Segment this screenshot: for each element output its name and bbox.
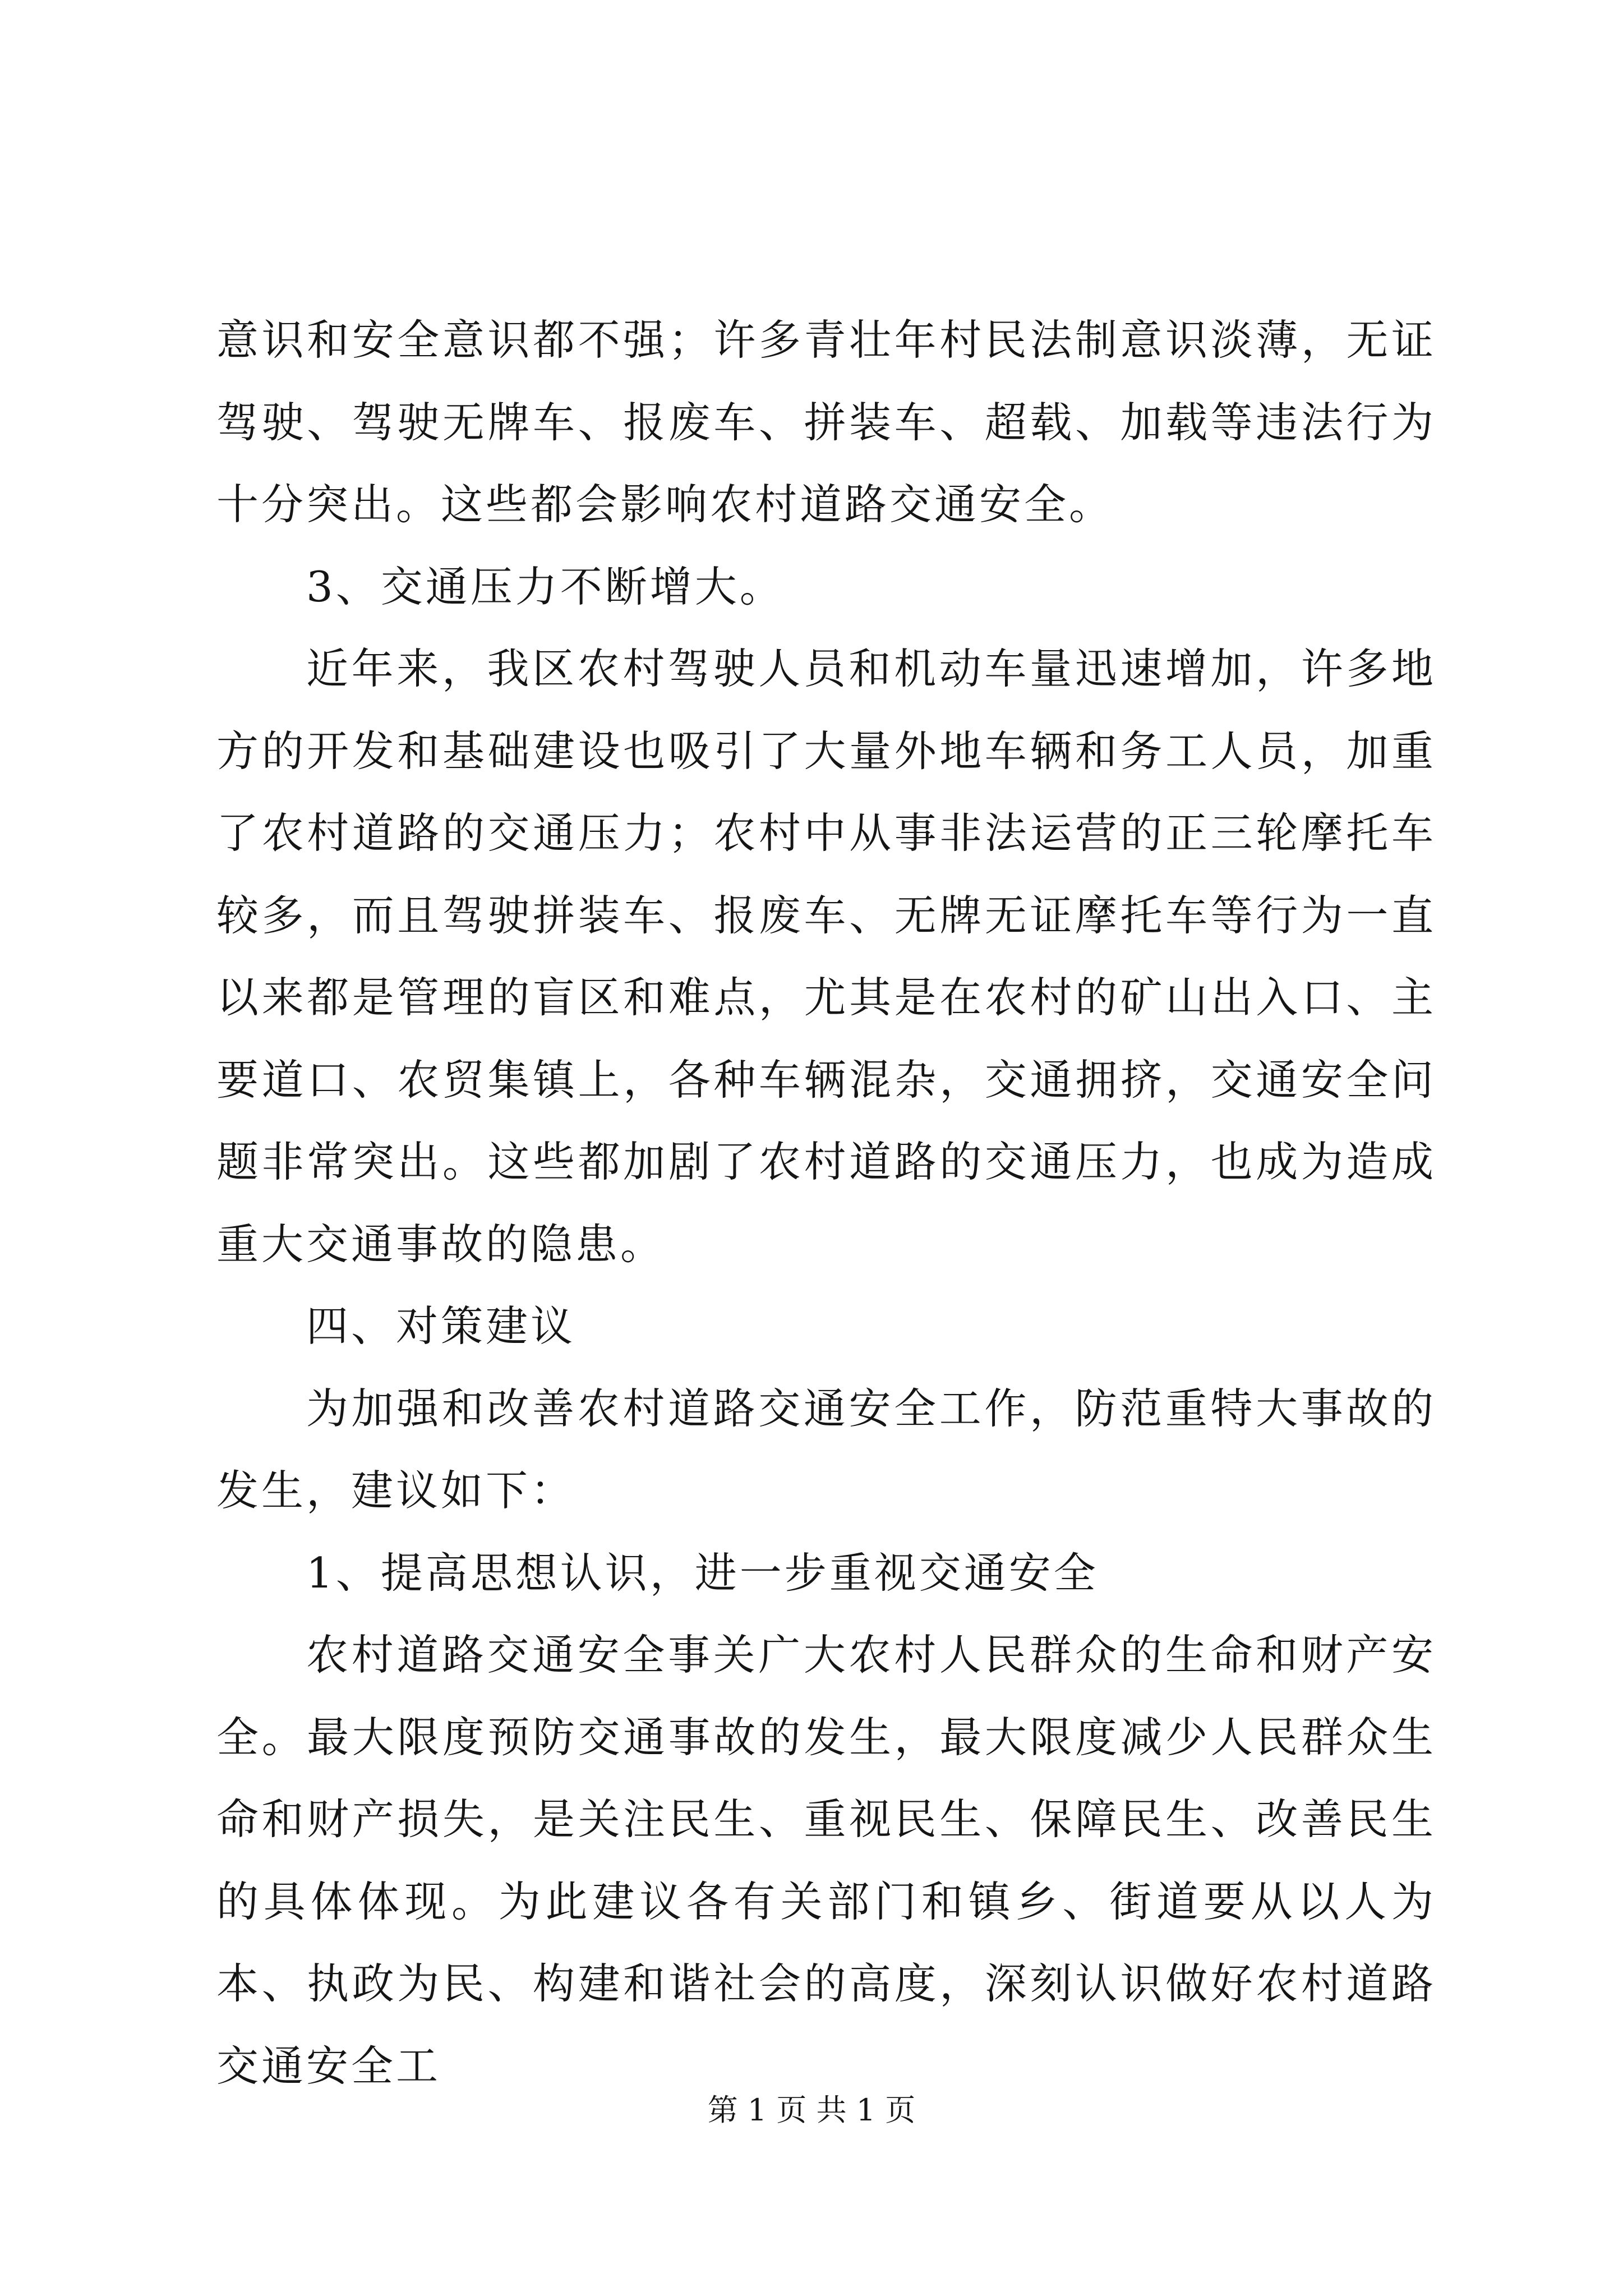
list-item-1-raise-awareness: 1、提高思想认识，进一步重视交通安全: [306, 1548, 1099, 1598]
page-footer: 第 1 页 共 1 页: [707, 2092, 916, 2128]
section-heading-suggestions: 四、对策建议: [306, 1301, 576, 1351]
paragraph-traffic-pressure: 近年来，我区农村驾驶人员和机动车量迅速增加，许多地方的开发和基础建设也吸引了大量外地车辆和务工人员，加重了农村道路的交通压力；农村中从事非法运营的正三轮摩托车较多，而且驾驶拼装车、报废车、无牌无证摩托车等行为一直以来都是管理的盲区和难点，尤其是在农村的矿山出入口、主要道口、农贸集镇上，各种车辆混杂，交通拥挤，交通安全问题非常突出。这些都加剧了农村道路的交通压力，也成为造成重大交通事故的隐患。: [216, 644, 1436, 1269]
list-item-3-traffic-pressure: 3、交通压力不断增大。: [306, 562, 785, 611]
paragraph-continuation: 意识和安全意识都不强；许多青壮年村民法制意识淡薄，无证驾驶、驾驶无牌车、报废车、拼装车、超载、加载等违法行为十分突出。这些都会影响农村道路交通安全。: [216, 315, 1436, 529]
document-body: [216, 299, 1436, 2107]
paragraph-safety-importance: 农村道路交通安全事关广大农村人民群众的生命和财产安全。最大限度预防交通事故的发生，最大限度减少人民群众生命和财产损失，是关注民生、重视民生、保障民生、改善民生的具体体现。为此建议各有关部门和镇乡、街道要从以人为本、执政为民、构建和谐社会的高度，深刻认识做好农村道路交通安全工: [216, 1630, 1436, 2091]
paragraph-suggestions-intro: 为加强和改善农村道路交通安全工作，防范重特大事故的发生，建议如下：: [216, 1383, 1436, 1515]
